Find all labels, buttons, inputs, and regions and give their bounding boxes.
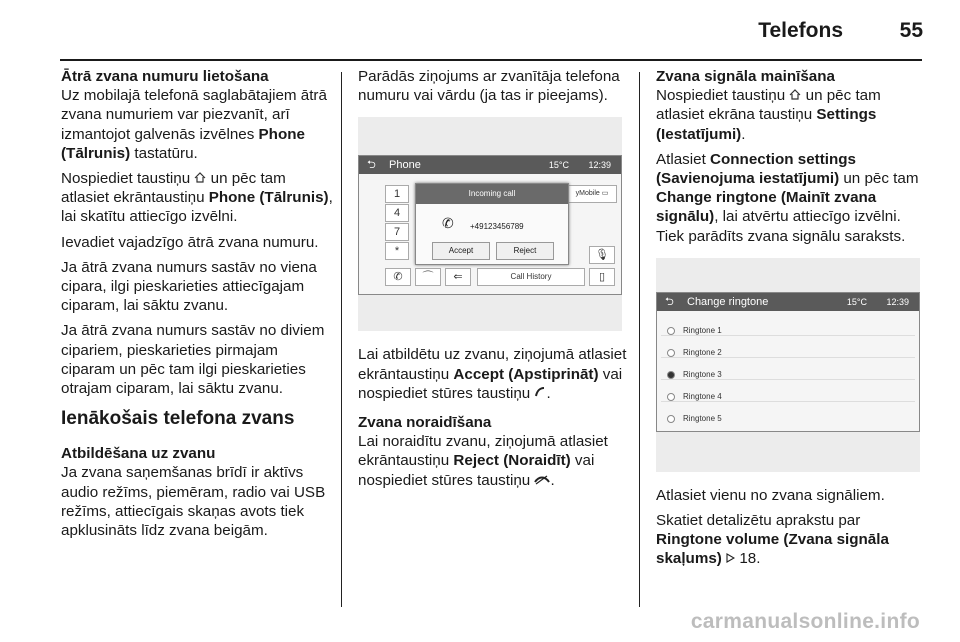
paragraph: Lai noraidītu zvanu, ziņojumā atlasiet ekrāntaustiņu Reject (Noraidīt) vai nospiediet stūres taustiņu .	[358, 433, 608, 489]
hangup-icon: ⌒	[415, 268, 441, 286]
home-icon	[194, 169, 206, 188]
phone-device-icon: ▯	[589, 268, 615, 286]
ringtone-item: Ringtone 4	[667, 387, 722, 406]
ringtone-item: Ringtone 2	[667, 343, 722, 362]
reject-heading: Zvana noraidīšana	[358, 414, 492, 432]
column-divider-1	[341, 72, 342, 607]
paragraph: Parādās ziņojums ar zvanītāja telefona numuru vai vārdu (ja tas ir pieejams).	[358, 68, 620, 105]
keypad-key: 4	[385, 204, 409, 222]
paragraph: Skatiet detalizētu aprakstu par Ringtone volume (Zvana signāla skaļums) 18.	[656, 512, 889, 568]
phone-screen-image	[358, 117, 622, 331]
home-icon	[789, 86, 801, 105]
column-divider-2	[639, 72, 640, 607]
header-rule	[60, 59, 922, 61]
page-header	[0, 0, 960, 62]
watermark: carmanualsonline.info	[690, 610, 920, 633]
temperature: 15°C	[548, 160, 569, 171]
paragraph: Uz mobilajā telefonā saglabātajiem ātrā zvana numuriem var piezvanīt, arī izmantojot galvenās izvēlnes Phone (Tālrunis) tastatūru.	[61, 87, 327, 162]
paragraph: Ja zvana saņemšanas brīdī ir aktīvs audio režīms, piemēram, radio vai USB režīms, attiecīgais skaņas avots tiek apklusināts līdz zvana beigām.	[61, 464, 326, 540]
fast-dial-heading: Ātrā zvana numuru lietošana	[61, 68, 269, 85]
list-divider	[661, 335, 915, 336]
change-ringtone-heading: Zvana signāla mainīšana	[656, 68, 835, 85]
incoming-call-heading: Ienākošais telefona zvans	[61, 408, 295, 430]
answer-heading: Atbildēšana uz zvanu	[61, 445, 216, 463]
section-title: Telefons	[758, 19, 843, 42]
screen-title: Change ringtone	[687, 295, 769, 308]
screen-title-bar	[657, 293, 919, 311]
list-divider	[661, 401, 915, 402]
page-number: 55	[899, 19, 923, 42]
keypad-key: *	[385, 242, 409, 260]
mute-icon: 🎙	[589, 246, 615, 264]
backspace-icon: ⇐	[445, 268, 471, 286]
paragraph: Atlasiet vienu no zvana signāliem.	[656, 486, 885, 504]
paragraph: Atlasiet Connection settings (Savienojuma iestatījumi) un pēc tam Change ringtone (Mainīt zvana signālu), lai atvērtu attiecīgo izvēlni. Tiek parādīts zvana signālu saraksts.	[656, 150, 919, 245]
paragraph: Nospiediet taustiņu un pēc tam atlasiet ekrāna taustiņu Settings (Iestatījumi).	[656, 87, 881, 143]
steering-call-icon	[534, 384, 546, 403]
list-divider	[661, 357, 915, 358]
incoming-call-popup	[415, 183, 569, 265]
phone-icon: ✆	[442, 215, 454, 232]
ringtone-screen	[656, 292, 920, 432]
column-3	[656, 67, 928, 575]
caller-number: +49123456789	[470, 222, 524, 232]
temperature: 15°C	[846, 296, 867, 307]
ringtone-item-selected: Ringtone 3	[667, 365, 722, 384]
paragraph: Ja ātrā zvana numurs sastāv no viena cipara, ilgi pieskarieties attiecīgajam ciparam, lai sāktu zvanu.	[61, 258, 317, 315]
back-icon: ⮌	[367, 159, 376, 172]
call-history-button: Call History	[477, 268, 585, 286]
back-icon: ⮌	[665, 295, 674, 308]
paragraph: Ievadiet vajadzīgo ātrā zvana numuru.	[61, 233, 319, 251]
clock: 12:39	[588, 160, 611, 171]
paragraph: Lai atbildētu uz zvanu, ziņojumā atlasiet ekrāntaustiņu Accept (Apstiprināt) vai nospiediet stūres taustiņu .	[358, 346, 627, 402]
ringtone-item: Ringtone 5	[667, 409, 722, 428]
carrier-label: yMobile ▭	[567, 185, 617, 203]
accept-button: Accept	[432, 242, 490, 260]
keypad-key: 7	[385, 223, 409, 241]
clock: 12:39	[886, 296, 909, 307]
popup-title: Incoming call	[416, 184, 568, 204]
paragraph: Nospiediet taustiņu un pēc tam atlasiet ekrāntaustiņu Phone (Tālrunis), lai skatītu attiecīgo izvēlni.	[61, 170, 333, 226]
ringtone-item: Ringtone 1	[667, 321, 722, 340]
ringtone-screen-image	[656, 258, 920, 472]
reject-button: Reject	[496, 242, 554, 260]
column-1	[61, 67, 333, 546]
column-2	[358, 67, 630, 496]
screen-title-bar	[359, 156, 621, 174]
screen-title: Phone	[389, 159, 421, 172]
page-ref-icon	[726, 549, 735, 568]
steering-hangup-icon	[534, 471, 550, 490]
paragraph: Ja ātrā zvana numurs sastāv no diviem cipariem, pieskarieties pirmajam ciparam un pēc tam ilgi pieskarieties otrajam ciparam, lai sāktu zvanu.	[61, 322, 325, 398]
call-icon: ✆	[385, 268, 411, 286]
phone-screen	[358, 155, 622, 295]
list-divider	[661, 379, 915, 380]
keypad-key: 1	[385, 185, 409, 203]
